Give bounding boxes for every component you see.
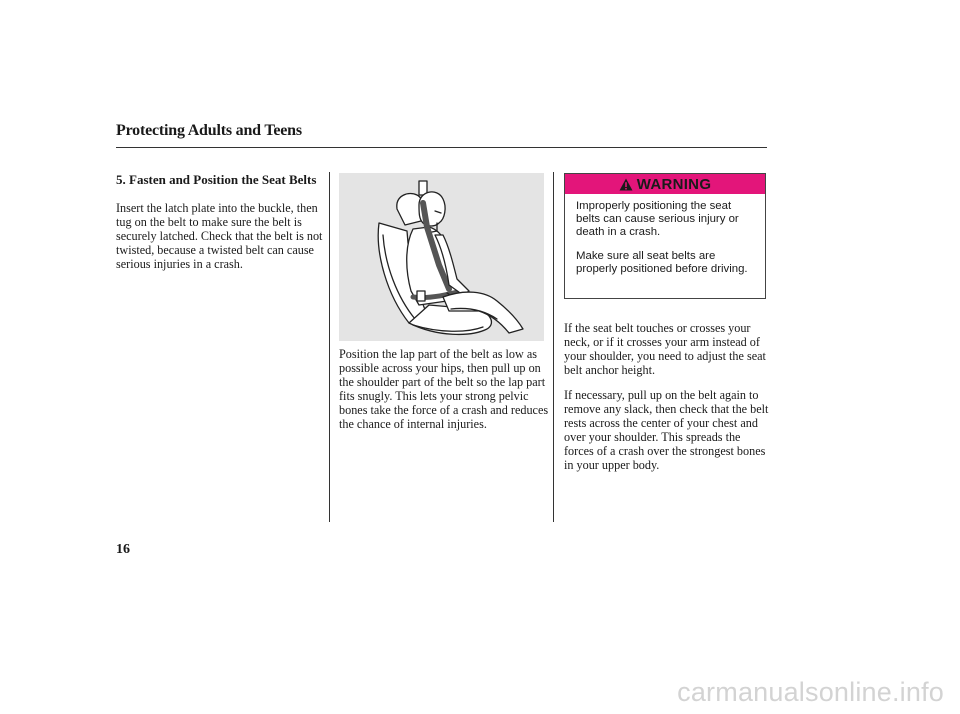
right-paragraph-1: If the seat belt touches or crosses your neck, or if it crosses your arm instead of your shoulder, you need to adjust the seat belt anchor height.	[564, 321, 766, 377]
warning-message-2: Make sure all seat belts are properly positioned before driving.	[576, 250, 748, 275]
seat-belt-illustration	[339, 173, 544, 341]
section-number: 5.	[116, 172, 126, 187]
warning-header	[565, 174, 765, 194]
section-heading	[116, 173, 329, 187]
title-divider	[116, 147, 767, 148]
column-divider-left	[329, 172, 330, 522]
middle-paragraph: Position the lap part of the belt as low as possible across your hips, then pull up on the shoulder part of the belt so the lap part fits snugly. This lets your strong pelvic bones take the force of a crash and reduces the chance of internal injuries.	[339, 347, 549, 431]
warning-box	[564, 173, 766, 299]
page-title: Protecting Adults and Teens	[116, 122, 302, 139]
right-paragraph-2: If necessary, pull up on the belt again to remove any slack, then check that the belt rests across the center of your chest and over your shoulder. This spreads the forces of a crash over the strongest bones in your upper body.	[564, 388, 769, 472]
warning-label: WARNING	[636, 175, 712, 193]
watermark: carmanualsonline.info	[677, 677, 944, 707]
seated-occupant-figure	[339, 173, 544, 341]
warning-message-1: Improperly positioning the seat belts can cause serious injury or death in a crash.	[576, 200, 739, 238]
section-heading-text: Fasten and Position the Seat Belts	[129, 172, 317, 187]
column-divider-right	[553, 172, 554, 522]
page-number: 16	[116, 542, 130, 557]
warning-triangle-icon	[619, 178, 633, 191]
left-paragraph: Insert the latch plate into the buckle, then tug on the belt to make sure the belt is securely latched. Check that the belt is not twisted, because a twisted belt can cause serious injuries in a crash.	[116, 201, 323, 271]
warning-body	[565, 194, 765, 276]
